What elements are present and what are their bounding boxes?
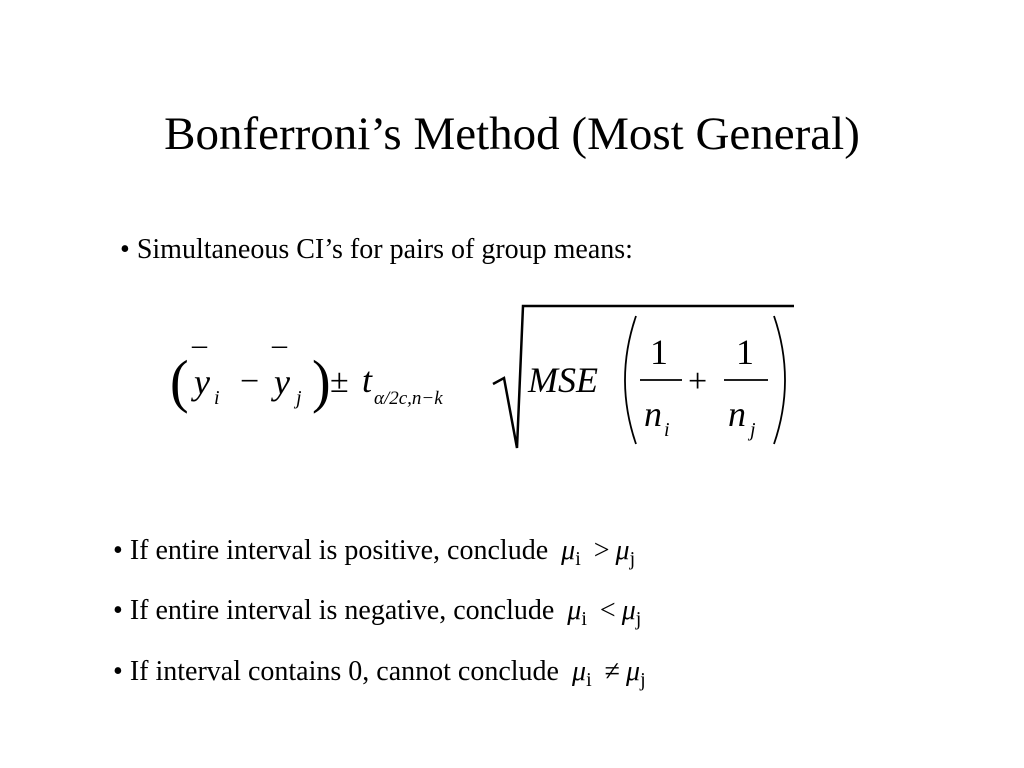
formula-mse: MSE [528,360,598,400]
bullet-text: If interval contains 0, cannot conclude [129,656,559,687]
inner-open-paren [625,316,636,444]
mu-symbol: μ [561,535,576,566]
intro-text: Simultaneous CI’s for pairs of group means: [136,234,633,265]
mu-symbol: μ [567,595,582,626]
confidence-interval-formula [170,296,810,466]
intro-bullet-line [120,232,633,268]
fraction-numerator-1: 1 [650,332,668,372]
bullet-positive [113,533,635,577]
fraction-denominator-sub-j: j [750,419,756,441]
formula-t: t [362,360,373,400]
bullet-marker: • [113,535,123,566]
fraction-numerator-2: 1 [736,332,754,372]
slide-title: Bonferroni’s Method (Most General) [164,108,860,160]
fraction-denominator-n-i: n [644,394,662,434]
mu-symbol: μ [572,656,587,687]
formula-y-i: y [194,362,210,402]
mu-subscript-i: i [575,548,581,570]
mu-subscript-j: j [635,608,642,630]
bullet-marker: • [120,234,130,265]
formula-y-j: y [274,362,290,402]
fraction-denominator-n-j: n [728,394,746,434]
inner-close-paren [774,316,785,444]
mu-symbol: μ [626,656,641,687]
formula-bar-yj: _ [272,318,287,351]
mu-subscript-j: j [640,669,646,691]
mu-symbol: μ [615,535,630,566]
formula-minus: − [240,363,260,400]
mu-subscript-i: i [586,669,592,691]
formula-plus-minus: ± [330,363,349,400]
formula-t-subscript: α/2c,n−k [374,388,443,409]
bullet-marker: • [113,595,123,626]
bullet-negative [113,593,641,637]
mu-subscript-j: j [629,548,636,570]
formula-close-paren: ) [312,349,331,415]
relation-symbol: < [599,595,616,626]
formula-bar-yi: _ [192,318,207,351]
formula-sub-j: j [296,387,302,409]
relation-symbol: > [593,535,610,566]
formula-plus: + [688,363,708,400]
fraction-denominator-sub-i: i [664,419,670,441]
mu-subscript-i: i [581,608,587,630]
mu-symbol: μ [621,595,636,626]
formula-open-paren: ( [170,349,189,415]
formula-sub-i: i [214,387,220,409]
bullet-marker: • [113,656,123,687]
bullet-contains-zero [113,654,646,698]
relation-symbol: ≠ [604,656,620,687]
bullet-text: If entire interval is positive, conclude [129,535,549,566]
bullet-text: If entire interval is negative, conclude [129,595,555,626]
